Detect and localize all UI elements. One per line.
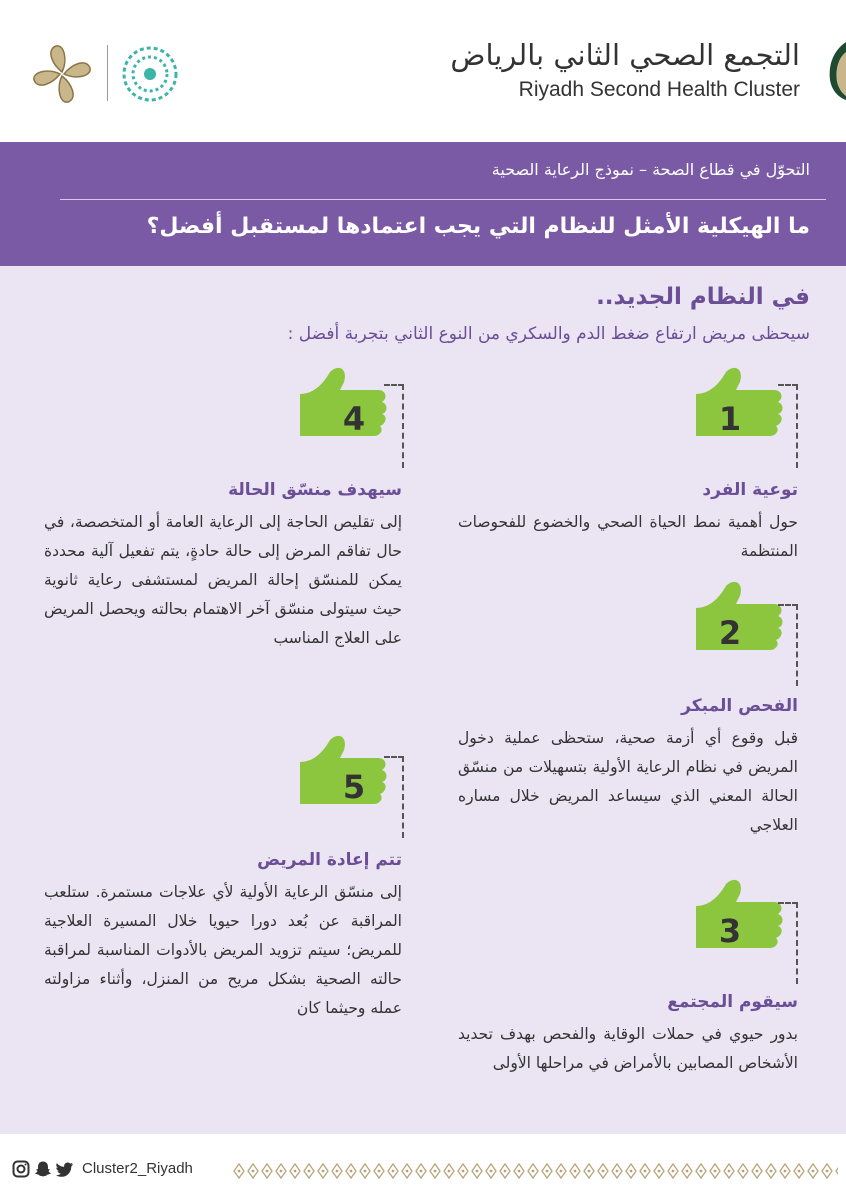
brand-name-english: Riyadh Second Health Cluster xyxy=(518,78,800,101)
intro-subtitle: سيحظى مريض ارتفاع ضغط الدم والسكري من النوع الثاني بتجربة أفضل : xyxy=(287,324,810,344)
thumbs-up-icon xyxy=(686,364,786,446)
step-body: قبل وقوع أي أزمة صحية، ستحظى عملية دخول المريض في نظام الرعاية الأولية بتسهيلات من منسّق الحالة المعني الذي سيساعد المريض خلال مساره العلاجي xyxy=(458,729,798,834)
header xyxy=(0,0,846,142)
decorative-pattern-strip xyxy=(232,1162,838,1180)
content-area xyxy=(0,266,846,1134)
cluster-leaf-logo-icon xyxy=(828,42,846,100)
thumbs-up-icon xyxy=(686,876,786,958)
step-number: 4 xyxy=(342,400,366,438)
band-subtitle: التحوّل في قطاع الصحة – نموذج الرعاية الصحية xyxy=(491,160,810,179)
band-title: ما الهيكلية الأمثل للنظام التي يجب اعتمادها لمستقبل أفضل؟ xyxy=(146,214,810,239)
step-item-2 xyxy=(458,694,798,840)
step-body: إلى تقليص الحاجة إلى الرعاية العامة أو المتخصصة، في حال تفاقم المرض إلى حالة حادةٍ، يتم تفعيل آلية محددة يمكن للمنسّق إحالة المريض لمستشفى رعاية ثانوية حيث سيتولى منسّق آخر الاهتمام بحالته ويحصل المريض على العلاج المناسب xyxy=(44,513,402,647)
title-band xyxy=(0,142,846,266)
dashed-connector xyxy=(384,384,404,468)
step-number: 2 xyxy=(718,614,742,652)
step-item-5 xyxy=(44,848,402,1023)
step-title: سيقوم المجتمع xyxy=(667,992,798,1012)
instagram-icon[interactable] xyxy=(12,1160,30,1178)
step-number: 1 xyxy=(718,400,742,438)
footer xyxy=(0,1134,846,1200)
dashed-connector xyxy=(778,604,798,686)
brand-name-arabic: التجمع الصحي الثاني بالرياض xyxy=(450,38,800,72)
step-title: سيهدف منسّق الحالة xyxy=(228,480,402,500)
step-title: الفحص المبكر xyxy=(681,696,798,716)
step-title: توعية الفرد xyxy=(702,480,798,500)
vision-logo-icon xyxy=(118,42,182,106)
step-body: إلى منسّق الرعاية الأولية لأي علاجات مستمرة. ستلعب المراقبة عن بُعد دورا حيويا خلال المسيرة العلاجية للمريض؛ سيتم تزويد المريض بالأدوات المناسبة لمراقبة حالته الصحية بشكل مريح من المنزل، وأثناء مزاولته عمله وحيثما كان xyxy=(44,883,402,1017)
step-body: حول أهمية نمط الحياة الصحي والخضوع للفحوصات المنتظمة xyxy=(458,513,798,560)
step-title: تتم إعادة المريض xyxy=(257,850,402,870)
logo-separator xyxy=(107,45,108,101)
step-number: 5 xyxy=(342,768,366,806)
step-body: بدور حيوي في حملات الوقاية والفحص بهدف تحديد الأشخاص المصابين بالأمراض في مراحلها الأولى xyxy=(458,1025,798,1072)
dashed-connector xyxy=(384,756,404,838)
step-number: 3 xyxy=(718,912,742,950)
twitter-icon[interactable] xyxy=(56,1160,74,1178)
thumbs-up-icon xyxy=(686,578,786,660)
step-item-3 xyxy=(458,990,798,1078)
flower-logo-icon xyxy=(30,42,94,106)
dashed-connector xyxy=(778,902,798,984)
band-divider xyxy=(60,199,826,200)
thumbs-up-icon xyxy=(290,732,390,814)
step-item-1 xyxy=(458,478,798,566)
snapchat-icon[interactable] xyxy=(34,1160,52,1178)
thumbs-up-icon xyxy=(290,364,390,446)
dashed-connector xyxy=(778,384,798,468)
intro-title: في النظام الجديد.. xyxy=(596,284,810,310)
step-item-4 xyxy=(44,478,402,653)
social-handle[interactable]: Cluster2_Riyadh xyxy=(82,1160,193,1177)
